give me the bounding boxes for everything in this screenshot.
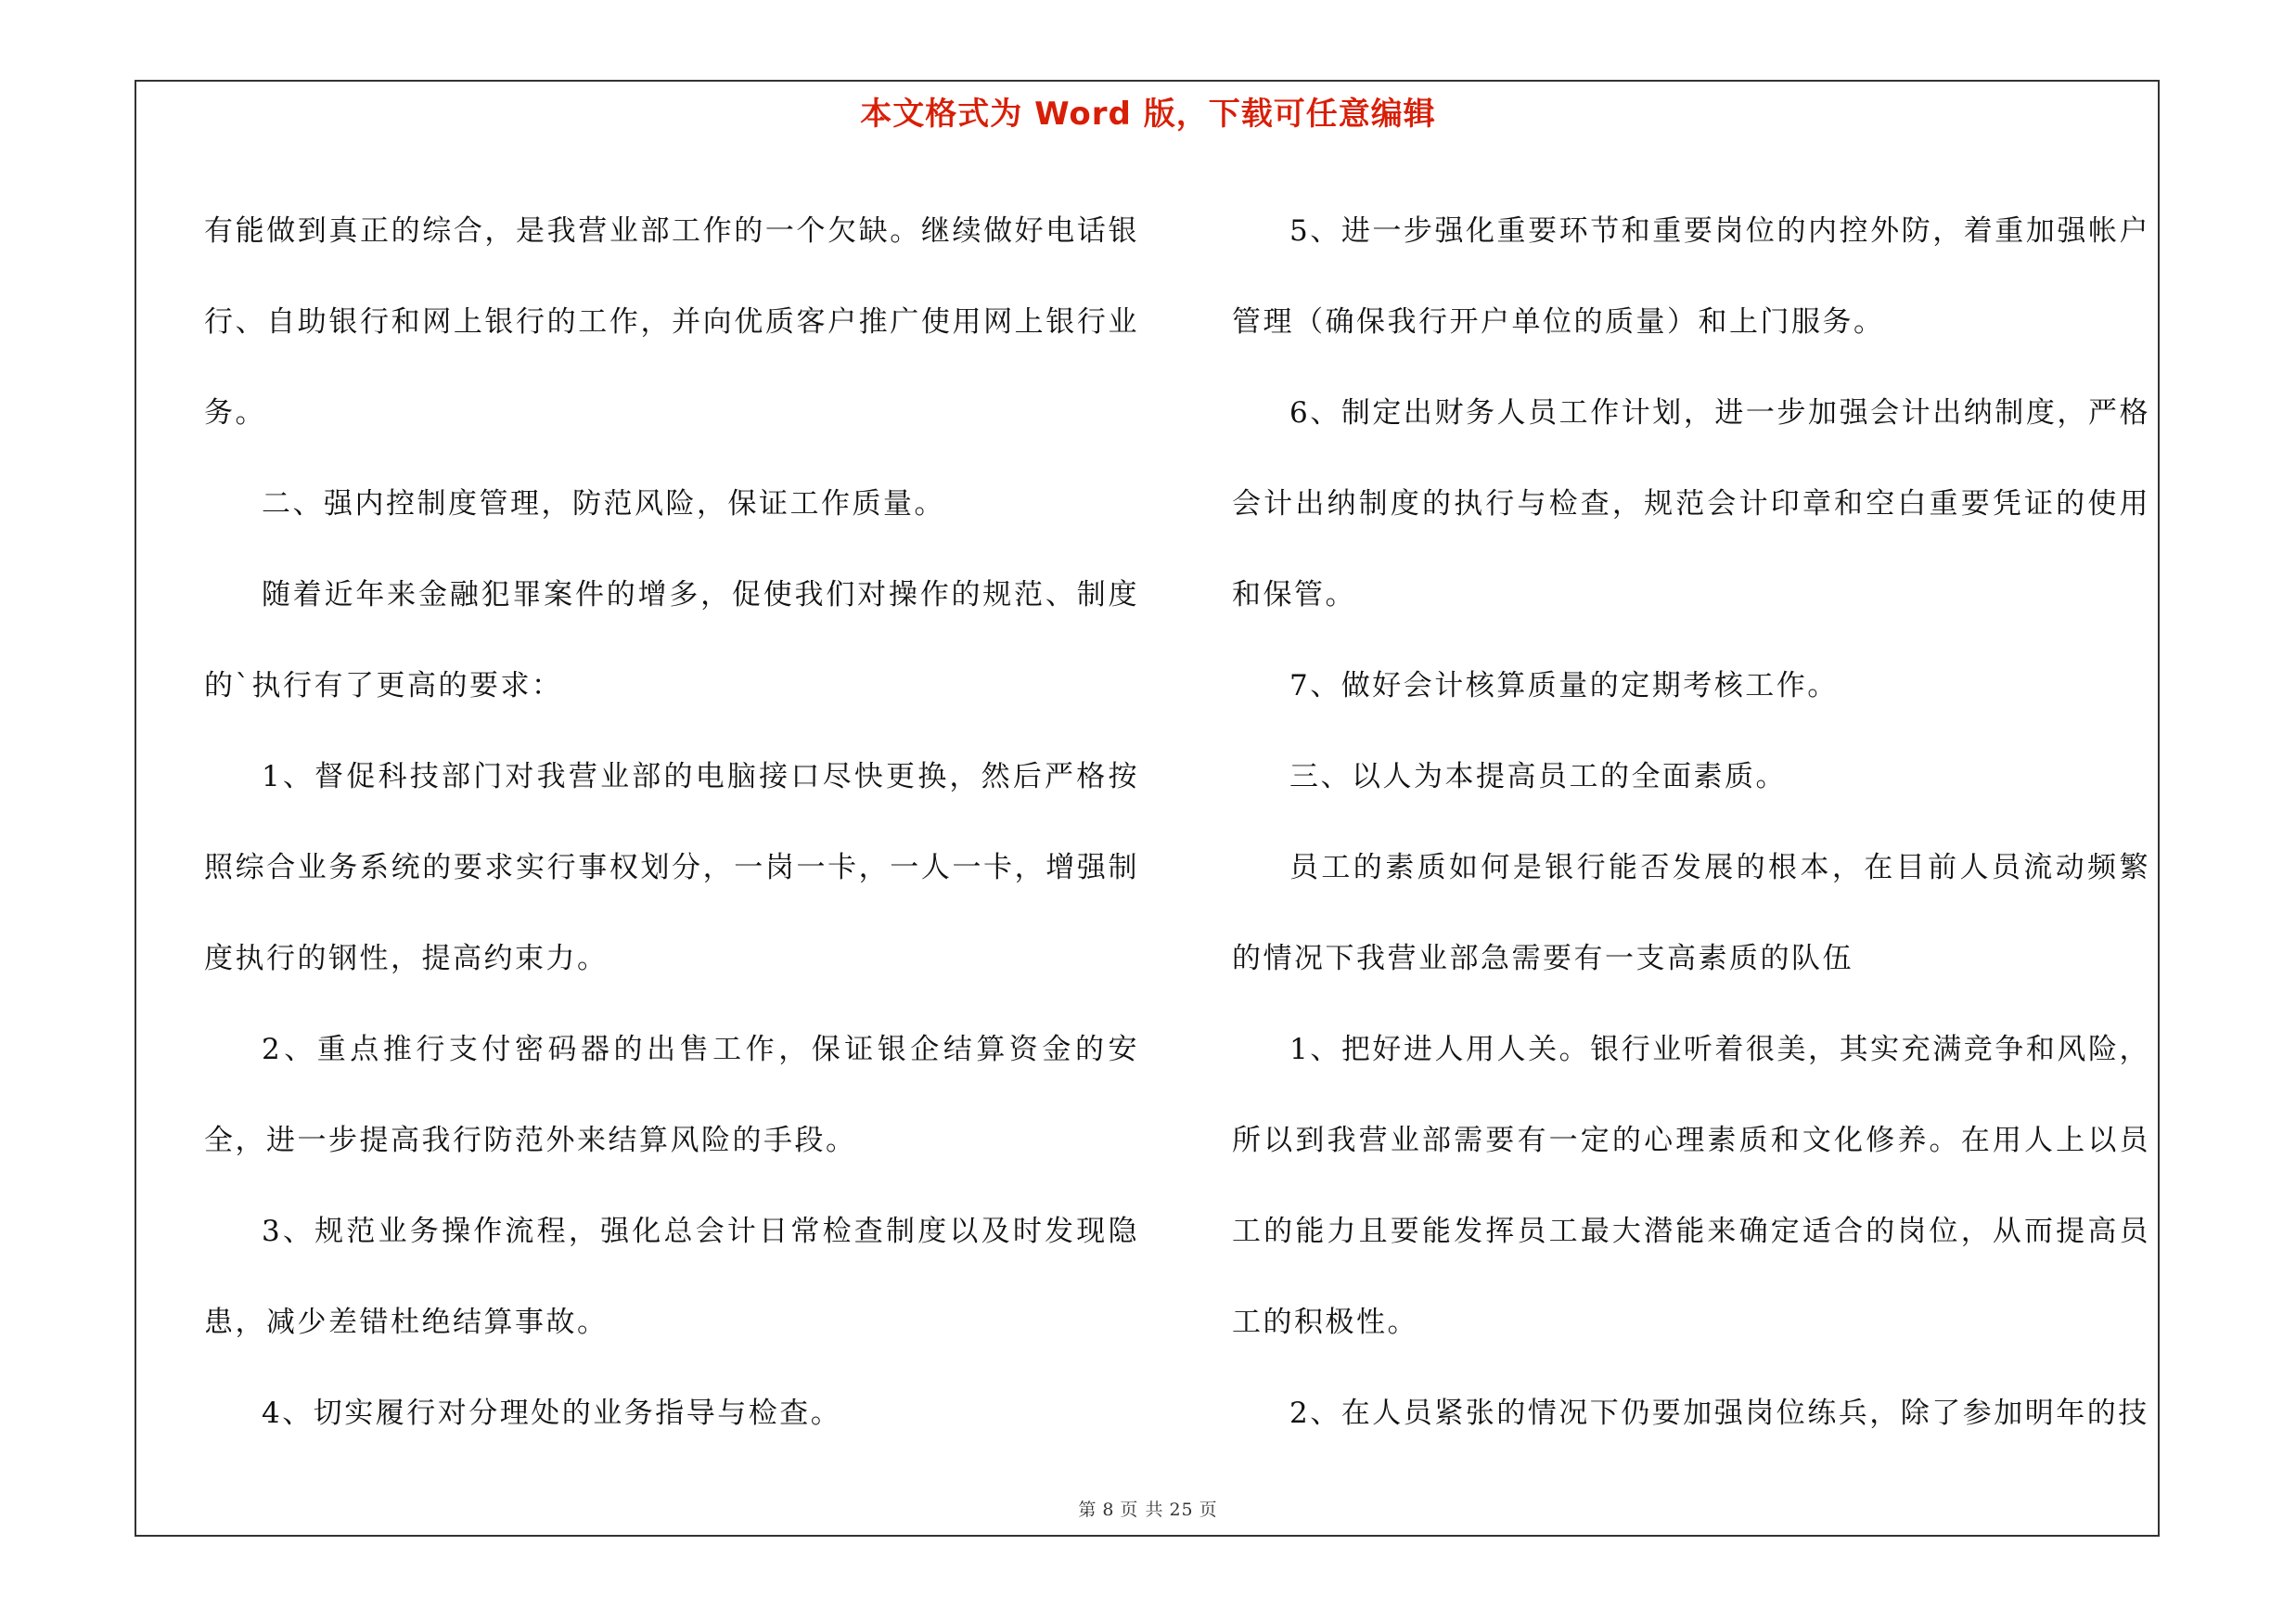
section-heading: 三、以人为本提高员工的全面素质。 <box>1289 760 1787 793</box>
footer-suffix: 页 <box>1199 1500 1218 1520</box>
paragraph: 随着近年来金融犯罪案件的增多，促使我们对操作的规范、制度的`执行有了更高的要求： <box>204 578 1139 702</box>
format-banner: 本文格式为 Word 版，下载可任意编辑 <box>860 96 1436 133</box>
left-column <box>204 186 1139 1459</box>
footer-prefix: 第 <box>1078 1500 1097 1520</box>
list-item: 3、规范业务操作流程，强化总会计日常检查制度以及时发现隐患，减少差错杜绝结算事故。 <box>204 1215 1139 1339</box>
paragraph: 有能做到真正的综合，是我营业部工作的一个欠缺。继续做好电话银行、自助银行和网上银行的工作，并向优质客户推广使用网上银行业务。 <box>204 214 1139 430</box>
list-item: 2、重点推行支付密码器的出售工作，保证银企结算资金的安全，进一步提高我行防范外来结算风险的手段。 <box>204 1033 1139 1157</box>
list-item: 2、在人员紧张的情况下仍要加强岗位练兵，除了参加明年的技 <box>1289 1397 2149 1430</box>
list-item: 1、把好进人用人关。银行业听着很美，其实充满竞争和风险，所以到我营业部需要有一定的心理素质和文化修养。在用人上以员工的能力且要能发挥员工最大潜能来确定适合的岗位，从而提高员工的积极性。 <box>1232 1033 2150 1339</box>
paragraph: 员工的素质如何是银行能否发展的根本，在目前人员流动频繁的情况下我营业部急需要有一支高素质的队伍 <box>1232 851 2150 975</box>
list-item: 1、督促科技部门对我营业部的电脑接口尽快更换，然后严格按照综合业务系统的要求实行事权划分，一岗一卡，一人一卡，增强制度执行的钢性，提高约束力。 <box>204 760 1139 975</box>
section-heading: 二、强内控制度管理，防范风险，保证工作质量。 <box>262 487 945 521</box>
page-number-footer <box>0 1496 2296 1521</box>
total-pages-number: 25 <box>1169 1500 1194 1520</box>
list-item: 4、切实履行对分理处的业务指导与检查。 <box>262 1397 842 1430</box>
right-column <box>1232 186 2150 1459</box>
current-page-number: 8 <box>1102 1500 1115 1520</box>
list-item: 6、制定出财务人员工作计划，进一步加强会计出纳制度，严格会计出纳制度的执行与检查，规范会计印章和空白重要凭证的使用和保管。 <box>1232 396 2150 612</box>
footer-middle: 页 共 <box>1120 1500 1164 1520</box>
list-item: 7、做好会计核算质量的定期考核工作。 <box>1289 669 1839 702</box>
list-item: 5、进一步强化重要环节和重要岗位的内控外防，着重加强帐户管理（确保我行开户单位的质量）和上门服务。 <box>1232 214 2150 339</box>
